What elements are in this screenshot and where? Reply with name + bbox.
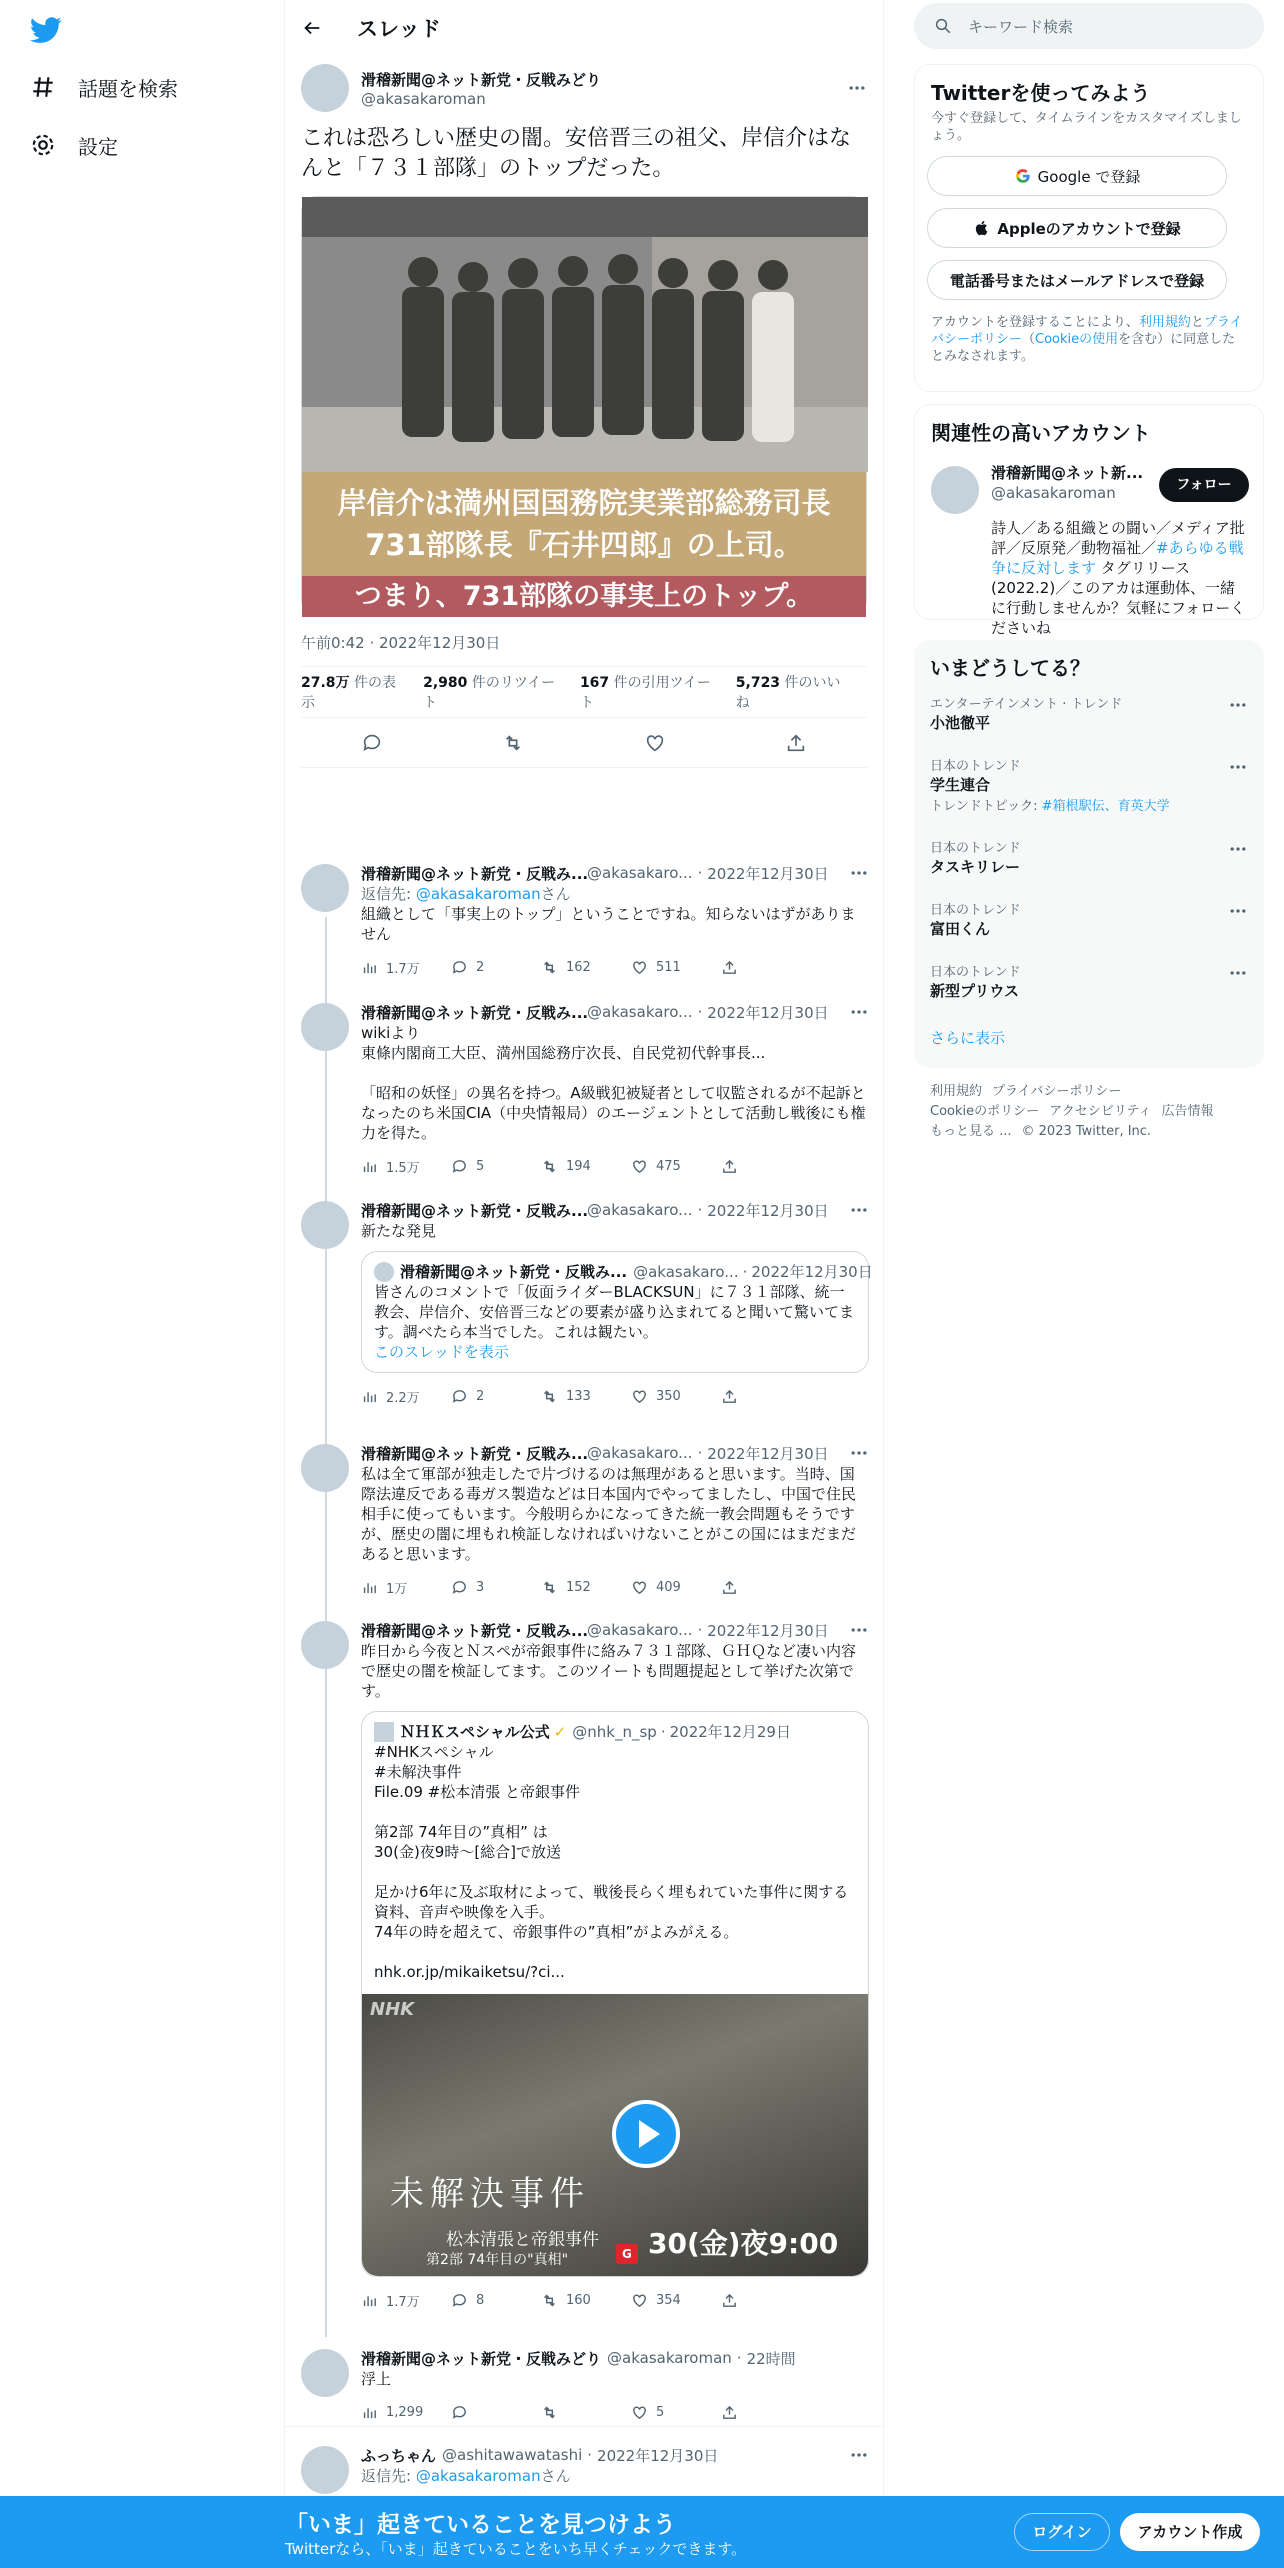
main-tweet-timestamp[interactable]: 午前0:42 · 2022年12月30日 bbox=[301, 634, 501, 652]
replies-count: 2 bbox=[476, 959, 485, 975]
retweet-action[interactable] bbox=[541, 1158, 631, 1175]
retweet-icon bbox=[541, 959, 558, 976]
reply-to-prefix: 返信先: bbox=[361, 2467, 416, 2485]
reply-author-handle[interactable]: @akasakaro... bbox=[587, 1003, 693, 1021]
share-icon[interactable] bbox=[721, 1158, 738, 1175]
like-heart-icon bbox=[631, 1579, 648, 1596]
like-action[interactable] bbox=[631, 2404, 721, 2421]
reply-tweet[interactable]: 滑稽新聞@ネット新党・反戦み... @akasakaro... · 2022年12月30日 私は全て軍部が独走したで片づけるのは無理があると思います。当時、国際法違反である毒ガス製造などは日本国内でやってましたし、中国で住民相手に使ってもいます。今般明らかになってきた統一教会問題もそうですが、歴史の闇に埋もれ検証しなければいけないことがこの国にはまだまだあると思います。 1万 3 152 409 bbox=[285, 1442, 885, 1604]
quoted-date: 2022年12月30日 bbox=[751, 1263, 873, 1281]
video-channel-g-badge: G bbox=[616, 2244, 638, 2264]
more-icon[interactable] bbox=[849, 863, 869, 883]
reply-date[interactable]: 2022年12月30日 bbox=[707, 864, 829, 883]
trends-panel bbox=[914, 640, 1264, 1068]
views-count: 1,299 bbox=[386, 2404, 424, 2420]
reply-to-suffix: さん bbox=[540, 2467, 571, 2485]
avatar[interactable] bbox=[301, 1003, 349, 1051]
reply-action[interactable] bbox=[451, 2404, 541, 2421]
views-action[interactable] bbox=[361, 2291, 451, 2310]
apple-signup-button[interactable] bbox=[927, 208, 1227, 248]
reply-text: 私は全て軍部が独走したで片づけるのは無理があると思います。当時、国際法違反である毒ガス製造などは日本国内でやってましたし、中国で住民相手に使ってもいます。今般明らかになってきた統一教会問題もそうですが、歴史の闇に埋もれ検証しなければいけないことがこの国にはまだまだあると思います。 bbox=[361, 1465, 857, 1563]
cookie-link[interactable]: Cookieの使用 bbox=[1035, 332, 1119, 347]
reply-actions bbox=[361, 950, 869, 984]
back-arrow-icon[interactable] bbox=[301, 17, 323, 39]
retweets-count: 194 bbox=[566, 1158, 591, 1174]
reply-icon bbox=[451, 2404, 468, 2421]
reply-author-name[interactable]: 滑稽新聞@ネット新党・反戦み... bbox=[361, 1621, 589, 1640]
historical-photo bbox=[302, 197, 866, 472]
like-heart-icon bbox=[631, 2292, 648, 2309]
retweet-icon bbox=[541, 1158, 558, 1175]
reply-to-link[interactable]: @akasakaroman bbox=[415, 2467, 541, 2485]
more-icon[interactable] bbox=[1228, 963, 1248, 983]
reply-author-name[interactable]: 滑稽新聞@ネット新党・反戦み... bbox=[361, 1201, 589, 1220]
reply-actions bbox=[361, 1149, 869, 1183]
hashtag-icon bbox=[30, 74, 56, 100]
views-action[interactable] bbox=[361, 1387, 451, 1406]
apple-icon bbox=[973, 219, 991, 237]
main-tweet-actions bbox=[301, 718, 867, 768]
trend-category: 日本のトレンド bbox=[930, 759, 1021, 774]
reply-action[interactable] bbox=[451, 1388, 541, 1405]
footer-more[interactable]: もっと見る ... bbox=[930, 1124, 1012, 1139]
footer-ads[interactable]: 広告情報 bbox=[1161, 1104, 1214, 1119]
reply-to-prefix: 返信先: bbox=[361, 885, 416, 903]
reply-action[interactable] bbox=[451, 1158, 541, 1175]
nav-settings-label: 設定 bbox=[78, 134, 118, 159]
create-account-button[interactable]: アカウント作成 bbox=[1120, 2513, 1260, 2551]
login-button[interactable]: ログイン bbox=[1014, 2513, 1110, 2551]
avatar[interactable] bbox=[301, 2446, 349, 2494]
more-icon[interactable] bbox=[849, 1200, 869, 1220]
quoted-text: #NHKスペシャル #未解決事件 File.09 #松本清張 と帝銀事件 第2部 74年目の”真相” は 30(金)夜9時〜[総合]で放送 足かけ6年に及ぶ取材によって、戦後長らく埋もれていた事件に関する資料、音声や映像を入手。 74年の時を超えて、帝銀事件の”真相”がよみがえる。 nhk.or.jp/mikaiketsu/?ci... bbox=[374, 1743, 849, 1981]
like-heart-icon[interactable] bbox=[644, 732, 666, 754]
retweet-action[interactable] bbox=[541, 2404, 631, 2421]
divider bbox=[285, 2426, 885, 2427]
reply-author-handle[interactable]: @akasakaro... bbox=[587, 1444, 693, 1462]
likes-count: 475 bbox=[656, 1158, 681, 1174]
retweet-icon[interactable] bbox=[502, 732, 524, 754]
avatar[interactable] bbox=[301, 1201, 349, 1249]
footer-privacy[interactable]: プライバシーポリシー bbox=[992, 1084, 1122, 1099]
show-thread-link[interactable]: このスレッドを表示 bbox=[374, 1343, 509, 1361]
image-caption-line3: つまり、731部隊の事実上のトップ。 bbox=[302, 576, 866, 617]
reply-tweet[interactable]: 滑稽新聞@ネット新党・反戦み... @akasakaro... · 2022年12月30日 昨日から今夜とＮスペが帝銀事件に絡み７３１部隊、ＧＨＱなど凄い内容で歴史の闇を検証してます。このツイートも問題提起として挙げた次第です。 ＮＨＫスペシャル公式 ✓ @nhk_n_sp · 2022年12月29日 #NHKスペシャル #未解決事件 File.09 #松本清張 と帝銀事件 第2部 74年目の”真相” は 30(金)夜9時〜[総合]で放送 足かけ6年に及ぶ取材によって、戦後長らく埋もれていた事件に関する資料、音声や映像を入手。 74年の時を超えて、帝銀事件の”真相”がよみがえる。 nhk.or.jp/mikaiketsu/?ci... NHK 未解決事件 松本清張と帝銀事件 第2部 74年目の"真相" G 30(金)夜9:00 1.7万 8 160 354 bbox=[285, 1619, 885, 2317]
privacy-link[interactable]: プライバシーポリシー bbox=[931, 315, 1243, 347]
twitter-bird-icon[interactable] bbox=[30, 14, 62, 46]
bio-part2: タグリリース(2022.2)／このアカは運動体、一緒に行動しませんか？気軽にフォローくださいね bbox=[991, 559, 1246, 637]
retweet-icon bbox=[541, 1579, 558, 1596]
trend-topic-links[interactable]: #箱根駅伝、育英大学 bbox=[1041, 799, 1170, 814]
reply-author-handle[interactable]: @ashitawawatashi bbox=[442, 2446, 583, 2464]
trend-category: 日本のトレンド bbox=[930, 903, 1021, 918]
views-action[interactable] bbox=[361, 1157, 451, 1176]
bar-chart-icon bbox=[361, 1388, 378, 1405]
reply-actions bbox=[361, 2395, 869, 2429]
replies-count: 5 bbox=[476, 1158, 485, 1174]
share-icon[interactable] bbox=[721, 2404, 738, 2421]
reply-author-handle[interactable]: @akasakaro... bbox=[587, 864, 693, 882]
trend-topic-prefix: トレンドトピック: bbox=[930, 799, 1042, 814]
reply-to-line bbox=[361, 2466, 869, 2486]
reply-date[interactable]: 2022年12月30日 bbox=[707, 1444, 829, 1463]
quoted-avatar bbox=[374, 1722, 394, 1742]
signup-terms bbox=[915, 312, 1263, 367]
show-more-link[interactable]: さらに表示 bbox=[930, 1029, 1006, 1047]
quoted-date: 2022年12月29日 bbox=[669, 1723, 791, 1741]
google-signup-button[interactable] bbox=[927, 156, 1227, 196]
share-icon[interactable] bbox=[721, 959, 738, 976]
author-handle[interactable]: @akasakaroman bbox=[361, 89, 486, 108]
reply-icon bbox=[451, 1388, 468, 1405]
reply-to-suffix: さん bbox=[540, 885, 571, 903]
image-caption-line1: 岸信介は満州国国務院実業部総務司長 bbox=[337, 486, 831, 520]
reply-author-handle[interactable]: @akasakaroman bbox=[607, 2349, 732, 2367]
main-tweet-image[interactable] bbox=[301, 196, 867, 616]
photo-figures bbox=[302, 197, 868, 472]
signup-title: Twitterを使ってみよう bbox=[931, 81, 1151, 105]
bar-chart-icon bbox=[361, 1579, 378, 1596]
share-icon[interactable] bbox=[721, 2292, 738, 2309]
trend-name: 学生連合 bbox=[930, 776, 991, 794]
trend-item[interactable] bbox=[914, 693, 1264, 755]
trend-category: 日本のトレンド bbox=[930, 841, 1021, 856]
signup-subtitle: 今すぐ登録して、タイムラインをカスタマイズしましょう。 bbox=[931, 111, 1242, 143]
play-button[interactable] bbox=[612, 2100, 680, 2168]
reply-text: wikiより 東條内閣商工大臣、満州国総務庁次長、自民党初代幹事長... 「昭和の妖怪」の異名を持つ。A級戦犯被疑者として収監されるが不起訴となったのち米国CIA（中央情報局）のエージェントとして活動し戦後にも権力を得た。 bbox=[361, 1024, 866, 1142]
replies-count: 2 bbox=[476, 1388, 485, 1404]
reply-to-link[interactable]: @akasakaroman bbox=[415, 885, 541, 903]
more-icon[interactable] bbox=[849, 1443, 869, 1463]
video-title: 未解決事件 bbox=[390, 2174, 590, 2214]
likes-count: 511 bbox=[656, 959, 681, 975]
reply-author-name[interactable]: 滑稽新聞@ネット新党・反戦み... bbox=[361, 1444, 589, 1463]
views-count: 1.7万 bbox=[386, 961, 420, 977]
share-icon[interactable] bbox=[721, 1388, 738, 1405]
trend-item[interactable] bbox=[914, 961, 1264, 1023]
quoted-avatar bbox=[374, 1262, 394, 1282]
page-title: スレッド bbox=[357, 17, 441, 41]
main-tweet-header bbox=[285, 56, 883, 112]
more-icon[interactable] bbox=[1228, 901, 1248, 921]
share-icon[interactable] bbox=[721, 1579, 738, 1596]
views-count: 1万 bbox=[386, 1581, 408, 1597]
gear-icon bbox=[30, 132, 56, 158]
quoted-tweet[interactable]: ＮＨＫスペシャル公式 ✓ @nhk_n_sp · 2022年12月29日 #NHKスペシャル #未解決事件 File.09 #松本清張 と帝銀事件 第2部 74年目の”真相” は 30(金)夜9時〜[総合]で放送 足かけ6年に及ぶ取材によって、戦後長らく埋もれていた事件に関する資料、音声や映像を入手。 74年の時を超えて、帝銀事件の”真相”がよみがえる。 nhk.or.jp/mikaiketsu/?ci... NHK 未解決事件 松本清張と帝銀事件 第2部 74年目の"真相" G 30(金)夜9:00 bbox=[361, 1711, 869, 2277]
retweets-count: 133 bbox=[566, 1388, 591, 1404]
trend-category: 日本のトレンド bbox=[930, 965, 1021, 980]
thread-column bbox=[284, 0, 884, 2568]
reply-text: 浮上 bbox=[361, 2370, 392, 2388]
stat-views bbox=[301, 672, 403, 712]
video-subtitle-1: 松本清張と帝銀事件 bbox=[446, 2230, 599, 2250]
reply-tweet[interactable]: 滑稽新聞@ネット新党・反戦みどり @akasakaroman · 22時間 浮上 1,299 5 bbox=[285, 2347, 885, 2429]
apple-signup-label: Appleのアカウントで登録 bbox=[997, 219, 1181, 238]
terms-link[interactable]: 利用規約 bbox=[1138, 315, 1191, 330]
main-tweet-text: これは恐ろしい歴史の闇。安倍晋三の祖父、岸信介はなんと「７３１部隊」のトップだった。 bbox=[301, 126, 852, 181]
bar-chart-icon bbox=[361, 2292, 378, 2309]
reply-icon bbox=[451, 1158, 468, 1175]
phone-email-signup-label: 電話番号またはメールアドレスで登録 bbox=[949, 271, 1205, 290]
quoted-text: 皆さんのコメントで「仮面ライダーBLACKSUN」に７３１部隊、統一教会、岸信介、安倍晋三などの要素が盛り込まれてると聞いて驚いてます。調べたら本当でした。これは観たい。 bbox=[374, 1283, 855, 1341]
google-signup-label: Google で登録 bbox=[1037, 167, 1141, 186]
more-icon[interactable] bbox=[849, 1620, 869, 1640]
quoted-author-name: ＮＨＫスペシャル公式 bbox=[400, 1723, 550, 1741]
signup-panel bbox=[914, 64, 1264, 392]
likes-count: 409 bbox=[656, 1579, 681, 1595]
related-title: 関連性の高いアカウント bbox=[931, 421, 1151, 445]
trend-item[interactable] bbox=[914, 837, 1264, 899]
like-action[interactable] bbox=[631, 1158, 721, 1175]
more-icon[interactable] bbox=[1228, 757, 1248, 777]
more-icon[interactable] bbox=[1228, 695, 1248, 715]
views-action[interactable] bbox=[361, 958, 451, 977]
reply-actions bbox=[361, 1570, 869, 1604]
related-account-bio bbox=[991, 518, 1247, 638]
like-action[interactable] bbox=[631, 1579, 721, 1596]
footer-cookie[interactable]: Cookieのポリシー bbox=[930, 1104, 1040, 1119]
retweets-count: 152 bbox=[566, 1579, 591, 1595]
avatar[interactable] bbox=[301, 64, 349, 112]
reply-text: 組織として「事実上のトップ」ということですね。知らないはずがありません bbox=[361, 905, 856, 943]
reply-text: 新たな発見 bbox=[361, 1222, 437, 1240]
footer-copyright: © 2023 Twitter, Inc. bbox=[1021, 1124, 1152, 1139]
likes-count: 5,723 bbox=[735, 675, 781, 691]
quoted-author-handle: @akasakaro... bbox=[633, 1263, 739, 1281]
avatar[interactable] bbox=[301, 1621, 349, 1669]
phone-email-signup-button[interactable] bbox=[927, 260, 1227, 300]
views-count: 1.5万 bbox=[386, 1160, 420, 1176]
bio-part1: 詩人／ある組織との闘い／メディア批評／反原発／動物福祉／ bbox=[991, 519, 1245, 557]
reply-date[interactable]: 2022年12月30日 bbox=[707, 1621, 829, 1640]
reply-author-name[interactable]: 滑稽新聞@ネット新党・反戦み... bbox=[361, 1003, 589, 1022]
retweet-action[interactable] bbox=[541, 959, 631, 976]
likes-label: 件のいいね bbox=[735, 675, 841, 711]
nav-settings[interactable] bbox=[30, 120, 118, 170]
reply-author-name[interactable]: 滑稽新聞@ネット新党・反戦みどり bbox=[361, 2349, 602, 2368]
footer-links bbox=[930, 1082, 1250, 1142]
trend-category: エンターテインメント · トレンド bbox=[930, 697, 1123, 712]
related-accounts-panel bbox=[914, 404, 1264, 637]
retweets-count: 160 bbox=[566, 2292, 591, 2308]
left-nav bbox=[0, 0, 284, 2568]
footer-terms[interactable]: 利用規約 bbox=[930, 1084, 983, 1099]
related-account-name[interactable]: 滑稽新聞@ネット新... bbox=[991, 464, 1144, 482]
retweet-icon bbox=[541, 1388, 558, 1405]
quotes-label: 件の引用ツイート bbox=[579, 675, 711, 711]
likes-count: 5 bbox=[656, 2404, 665, 2420]
nav-explore-label: 話題を検索 bbox=[78, 76, 178, 101]
trend-item[interactable] bbox=[914, 899, 1264, 961]
reply-text: 昨日から今夜とＮスペが帝銀事件に絡み７３１部隊、ＧＨＱなど凄い内容で歴史の闇を検証してます。このツイートも問題提起として挙げた次第です。 bbox=[361, 1642, 857, 1700]
reply-actions bbox=[361, 2283, 869, 2317]
search-input[interactable]: キーワード検索 bbox=[968, 17, 1074, 36]
avatar[interactable] bbox=[301, 1444, 349, 1492]
retweets-count: 2,980 bbox=[423, 675, 468, 691]
retweet-icon bbox=[541, 2292, 558, 2309]
avatar[interactable] bbox=[301, 864, 349, 912]
reply-tweet[interactable]: 滑稽新聞@ネット新党・反戦み... @akasakaro... · 2022年12月30日 新たな発見 滑稽新聞@ネット新党・反戦み... @akasakaro... · 2022年12月30日 皆さんのコメントで「仮面ライダーBLACKSUN」に７３１部隊、統一教会、岸信介、安倍晋三などの要素が盛り込まれてると聞いて驚いてます。調べたら本当でした。これは観たい。 このスレッドを表示 2.2万 2 133 350 bbox=[285, 1199, 885, 1413]
reply-actions bbox=[361, 1379, 869, 1413]
views-count: 2.2万 bbox=[386, 1390, 420, 1406]
video-channel-logo: NHK bbox=[370, 1999, 415, 2020]
like-heart-icon bbox=[631, 1388, 648, 1405]
reply-author-handle[interactable]: @akasakaro... bbox=[587, 1621, 693, 1639]
stat-likes[interactable] bbox=[736, 672, 847, 712]
verified-badge-icon: ✓ bbox=[553, 1723, 567, 1741]
reply-icon bbox=[451, 1579, 468, 1596]
quotes-count: 167 bbox=[579, 675, 610, 691]
reply-action[interactable] bbox=[451, 1579, 541, 1596]
views-label: 件の表示 bbox=[301, 675, 396, 711]
footer-accessibility[interactable]: アクセシビリティ bbox=[1049, 1104, 1152, 1119]
author-name[interactable]: 滑稽新聞@ネット新党・反戦みどり bbox=[361, 70, 602, 89]
like-heart-icon bbox=[631, 959, 648, 976]
terms-prefix: アカウントを登録することにより、 bbox=[931, 315, 1139, 330]
retweet-action[interactable] bbox=[541, 1388, 631, 1405]
reply-tweet[interactable]: ふっちゃん @ashitawawatashi · 2022年12月30日 返信先: @akasakaromanさん bbox=[285, 2444, 885, 2486]
like-heart-icon bbox=[631, 1158, 648, 1175]
reply-icon bbox=[451, 959, 468, 976]
replies-count: 3 bbox=[476, 1579, 485, 1595]
reply-date[interactable]: 2022年12月30日 bbox=[707, 1003, 829, 1022]
more-icon[interactable] bbox=[849, 1002, 869, 1022]
avatar[interactable] bbox=[301, 2349, 349, 2397]
stat-quotes[interactable] bbox=[580, 672, 716, 712]
reply-date[interactable]: 2022年12月30日 bbox=[597, 2446, 719, 2465]
search-bar[interactable] bbox=[914, 3, 1264, 49]
trend-name: 富田くん bbox=[930, 920, 991, 938]
bottom-signup-bar bbox=[0, 2496, 1284, 2568]
like-action[interactable] bbox=[631, 2292, 721, 2309]
more-icon[interactable] bbox=[847, 78, 867, 98]
reply-action[interactable] bbox=[451, 2292, 541, 2309]
reply-date[interactable]: 22時間 bbox=[746, 2349, 796, 2368]
like-heart-icon bbox=[631, 2404, 648, 2421]
likes-count: 354 bbox=[656, 2292, 681, 2308]
image-caption-line2: 731部隊長『石井四郎』の上司。 bbox=[365, 528, 803, 562]
quoted-tweet[interactable]: 滑稽新聞@ネット新党・反戦み... @akasakaro... · 2022年12月30日 皆さんのコメントで「仮面ライダーBLACKSUN」に７３１部隊、統一教会、岸信介、安倍晋三などの要素が盛り込まれてると聞いて驚いてます。調べたら本当でした。これは観たい。 このスレッドを表示 bbox=[361, 1251, 869, 1373]
quoted-author-name: 滑稽新聞@ネット新党・反戦み... bbox=[400, 1263, 628, 1281]
video-player[interactable] bbox=[362, 1994, 868, 2276]
stat-retweets[interactable] bbox=[423, 672, 560, 712]
video-subtitle-2: 第2部 74年目の"真相" bbox=[426, 2252, 569, 2268]
trend-name: 新型プリウス bbox=[930, 982, 1019, 1000]
trend-name: タスキリレー bbox=[930, 858, 1021, 876]
trend-topics bbox=[930, 795, 1248, 814]
bottom-bar-subtitle: Twitterなら、「いま」起きていることをいち早くチェックできます。 bbox=[285, 2540, 747, 2558]
terms-suffix: を含む）に同意したとみなされます。 bbox=[931, 332, 1236, 364]
views-action[interactable] bbox=[361, 2404, 451, 2421]
bar-chart-icon bbox=[361, 1158, 378, 1175]
follow-button[interactable]: フォロー bbox=[1159, 468, 1249, 502]
reply-author-name[interactable]: ふっちゃん bbox=[361, 2446, 437, 2465]
main-tweet-stats bbox=[301, 666, 867, 718]
bar-chart-icon bbox=[361, 2404, 378, 2421]
retweets-count: 162 bbox=[566, 959, 591, 975]
like-action[interactable] bbox=[631, 959, 721, 976]
video-airtime: 30(金)夜9:00 bbox=[648, 2227, 839, 2260]
avatar[interactable] bbox=[931, 466, 979, 514]
terms-mid2: （ bbox=[1022, 332, 1036, 347]
reply-date[interactable]: 2022年12月30日 bbox=[707, 1201, 829, 1220]
views-action[interactable] bbox=[361, 1578, 451, 1597]
retweet-action[interactable] bbox=[541, 1579, 631, 1596]
search-icon bbox=[934, 17, 952, 35]
trend-item[interactable] bbox=[914, 755, 1264, 837]
google-icon bbox=[1014, 167, 1032, 185]
related-account[interactable] bbox=[915, 458, 1263, 508]
reply-author-handle[interactable]: @akasakaro... bbox=[587, 1201, 693, 1219]
bottom-bar-title: 「いま」起きていることを見つけよう bbox=[285, 2512, 676, 2538]
play-icon bbox=[616, 2104, 676, 2164]
reply-tweet[interactable]: 滑稽新聞@ネット新党・反戦み... @akasakaro... · 2022年12月30日 wikiより 東條内閣商工大臣、満州国総務庁次長、自民党初代幹事長... 「昭和の妖怪」の異名を持つ。A級戦犯被疑者として収監されるが不起訴となったのち米国CIA（中央情報局）のエージェントとして活動し戦後にも権力を得た。 1.5万 5 194 475 bbox=[285, 1001, 885, 1183]
share-icon[interactable] bbox=[785, 732, 807, 754]
retweet-icon bbox=[541, 2404, 558, 2421]
reply-to-line bbox=[361, 884, 869, 904]
reply-icon[interactable] bbox=[361, 732, 383, 754]
terms-mid1: と bbox=[1190, 315, 1204, 330]
thread-header bbox=[285, 0, 883, 56]
related-account-handle[interactable]: @akasakaroman bbox=[991, 484, 1116, 502]
quoted-author-handle: @nhk_n_sp bbox=[572, 1723, 657, 1741]
reply-tweet[interactable]: 滑稽新聞@ネット新党・反戦み... @akasakaro... · 2022年12月30日 返信先: @akasakaromanさん 組織として「事実上のトップ」ということですね。知らないはずがありません 1.7万 2 162 511 bbox=[285, 862, 885, 984]
views-count: 27.8万 bbox=[301, 675, 350, 691]
likes-count: 350 bbox=[656, 1388, 681, 1404]
trend-name: 小池徹平 bbox=[930, 714, 991, 732]
retweets-label: 件のリツイート bbox=[423, 675, 556, 711]
views-count: 1.7万 bbox=[386, 2294, 420, 2310]
trends-title: いまどうしてる？ bbox=[930, 656, 1090, 680]
image-caption-tan bbox=[302, 472, 866, 576]
bar-chart-icon bbox=[361, 959, 378, 976]
replies-count: 8 bbox=[476, 2292, 485, 2308]
nav-explore[interactable] bbox=[30, 62, 178, 112]
retweet-action[interactable] bbox=[541, 2292, 631, 2309]
more-icon[interactable] bbox=[1228, 839, 1248, 859]
reply-icon bbox=[451, 2292, 468, 2309]
more-icon[interactable] bbox=[849, 2445, 869, 2465]
reply-author-name[interactable]: 滑稽新聞@ネット新党・反戦み... bbox=[361, 864, 589, 883]
reply-action[interactable] bbox=[451, 959, 541, 976]
bio-hashtag-link[interactable]: #あらゆる戦争に反対します bbox=[991, 539, 1244, 577]
like-action[interactable] bbox=[631, 1388, 721, 1405]
